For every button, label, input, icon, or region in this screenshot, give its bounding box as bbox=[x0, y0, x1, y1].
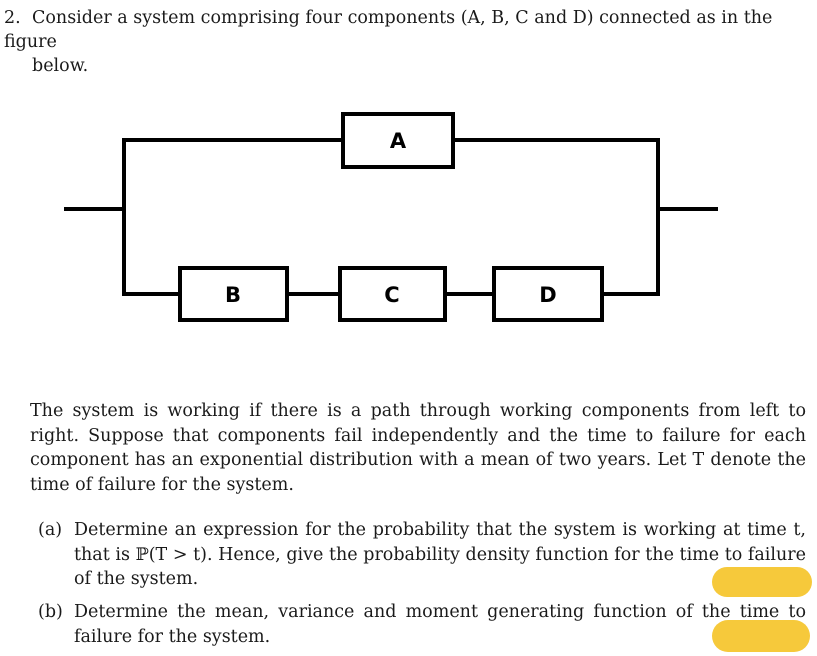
question-number: 2. bbox=[4, 8, 21, 28]
part-a-label: (a) bbox=[38, 520, 63, 540]
part-b-text: Determine the mean, variance and moment generating function of the time to failure for the system. bbox=[74, 602, 806, 647]
component-d-label: D bbox=[539, 283, 557, 307]
question-intro-line1: Consider a system comprising four components (A, B, C and D) connected as in the figure bbox=[4, 8, 773, 52]
question-intro-line2: below. bbox=[32, 56, 89, 76]
part-b bbox=[38, 600, 806, 649]
system-description: The system is working if there is a path through working components from left to right. Suppose that components fail independently and the time to failure for each component has an exponential distribution with a mean of two years. Let T denote the time of failure for the system. bbox=[30, 401, 806, 495]
component-c-label: C bbox=[384, 283, 400, 307]
part-a-text: Determine an expression for the probability that the system is working at time t, that is ℙ(T > t). Hence, give the probability density function for the time to failure of the system. bbox=[74, 520, 806, 589]
part-a bbox=[38, 518, 806, 592]
part-b-label: (b) bbox=[38, 602, 63, 622]
component-b-label: B bbox=[224, 283, 242, 307]
component-a-label: A bbox=[389, 129, 407, 153]
